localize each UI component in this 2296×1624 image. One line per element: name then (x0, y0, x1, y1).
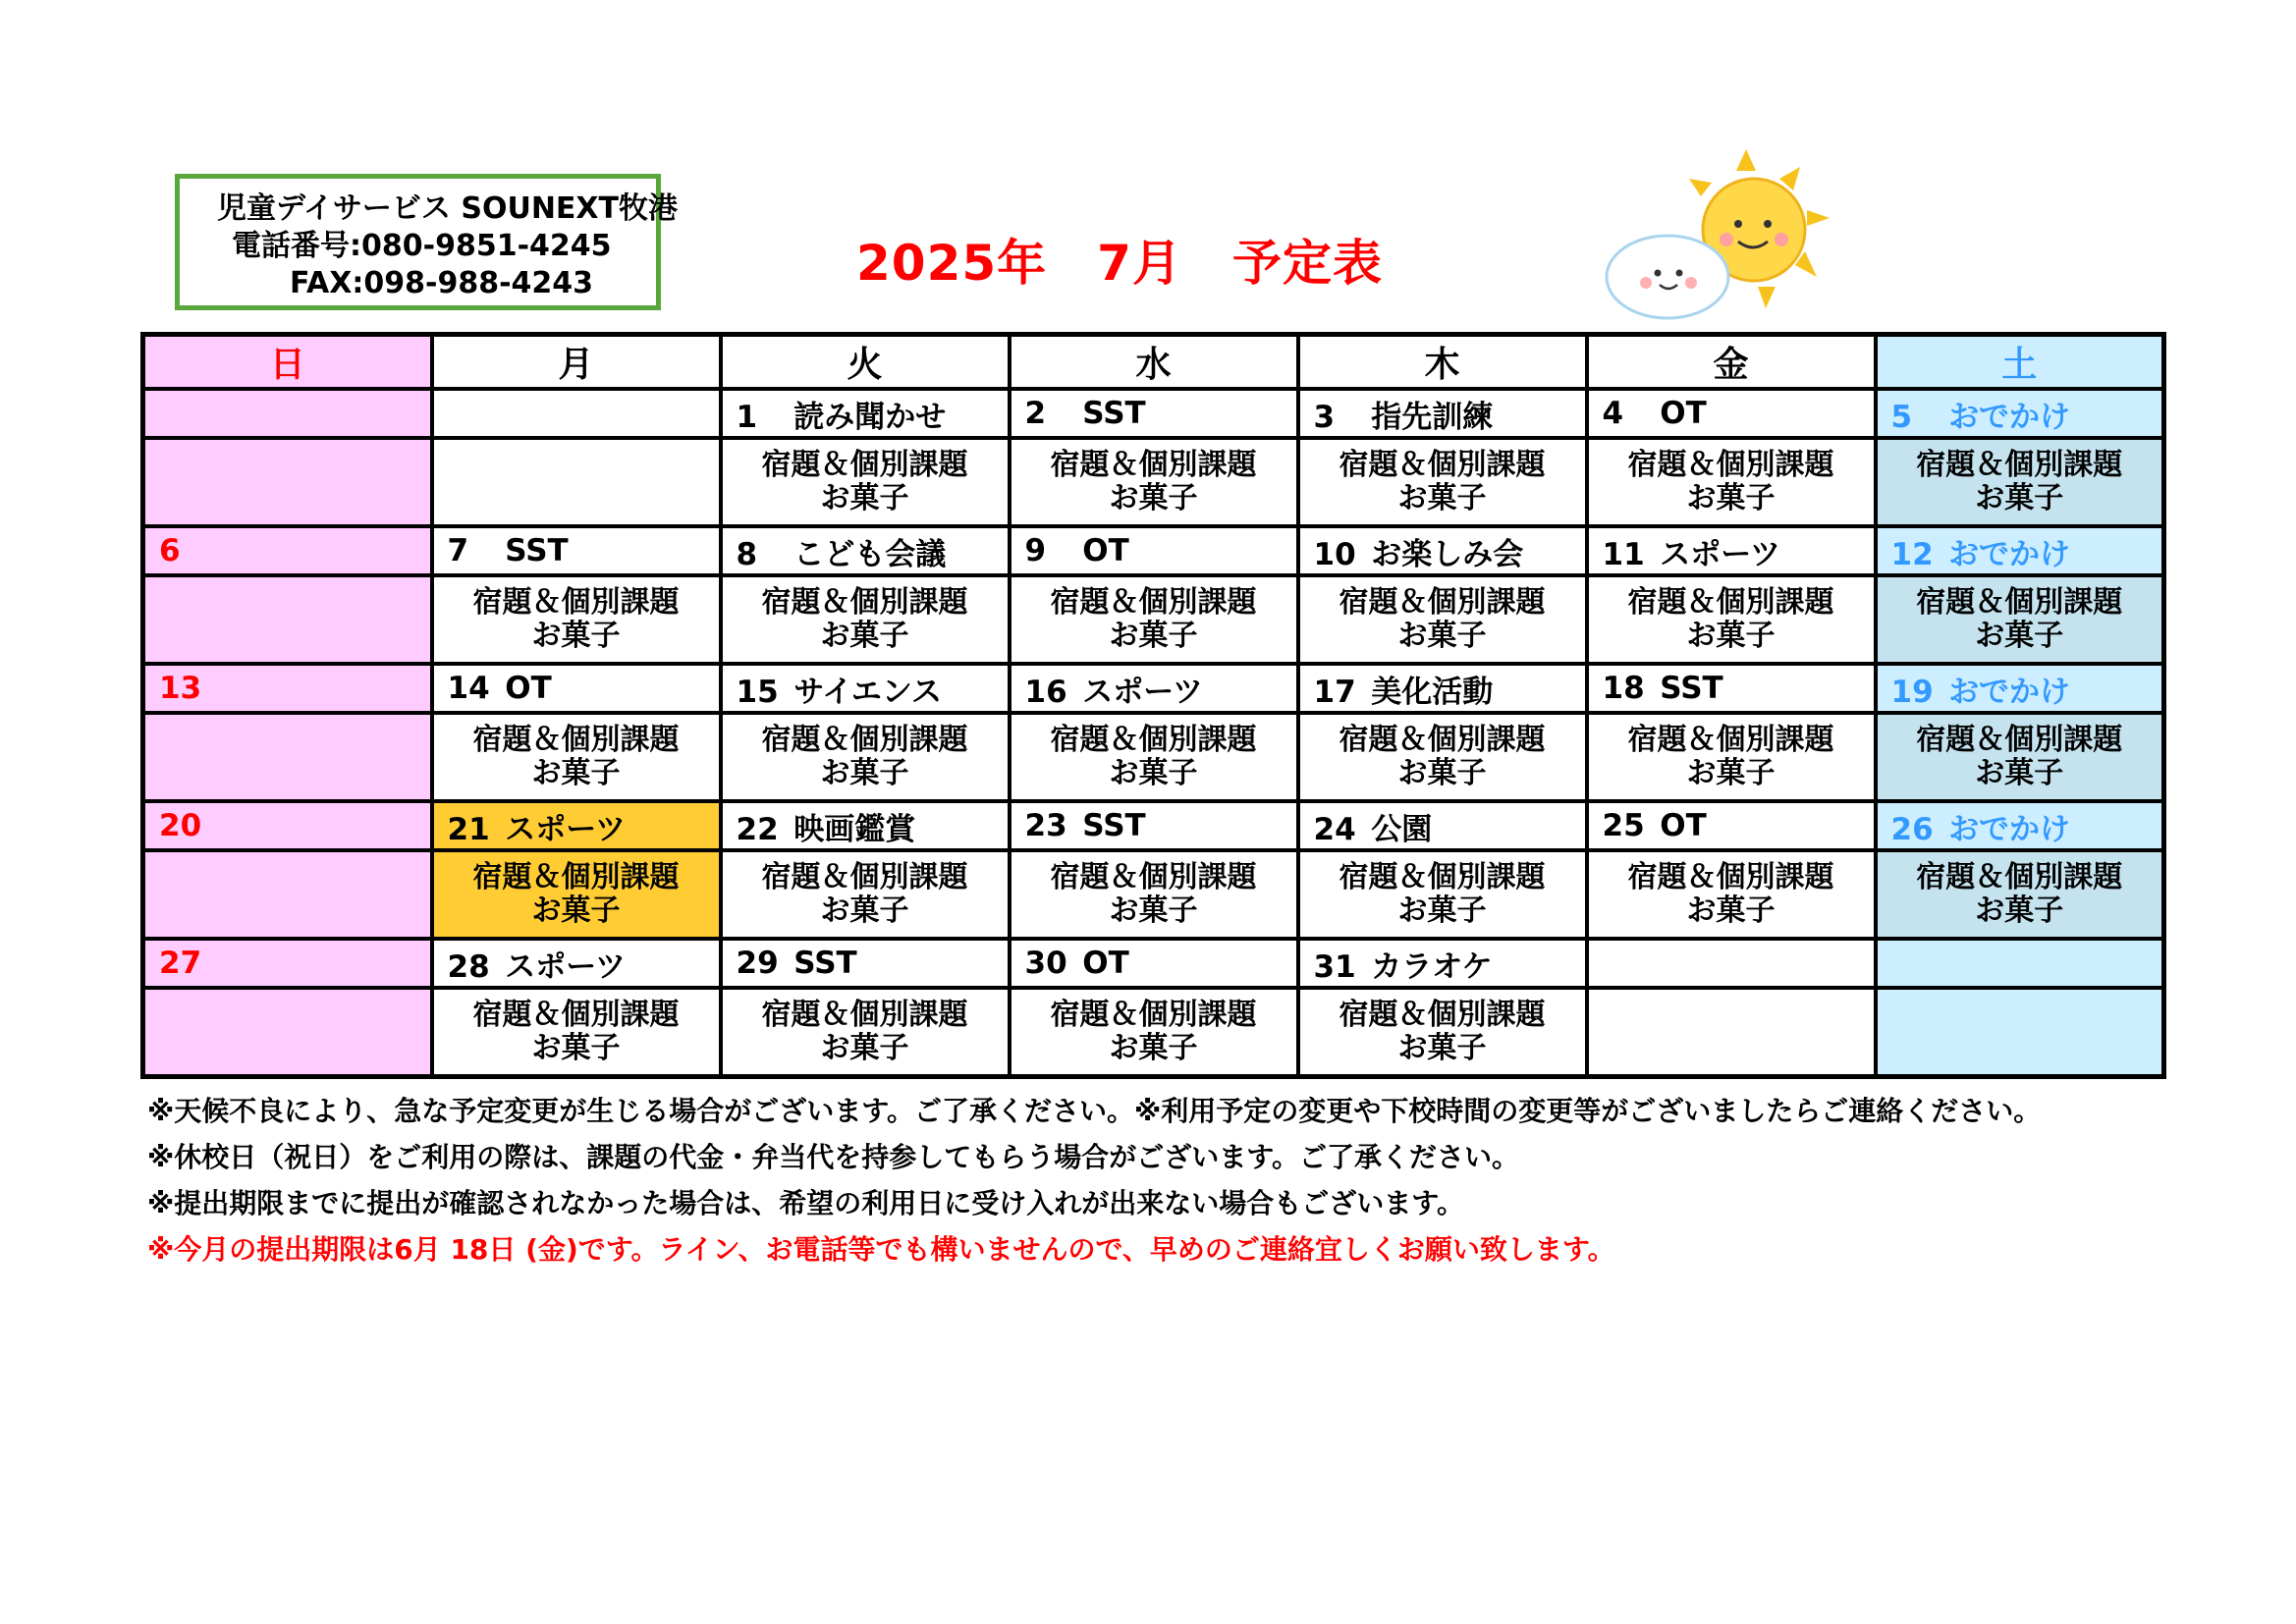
day-number: 13 (159, 671, 202, 706)
event-label: おでかけ (1948, 399, 2070, 435)
activity-cell-thursday (1298, 438, 1587, 526)
activity-snack: お菓子 (531, 619, 621, 653)
schedule-calendar (140, 332, 2166, 1079)
day-number: 18 (1602, 671, 1645, 706)
day-number: 27 (159, 946, 202, 981)
date-cell-sunday (143, 389, 432, 438)
weekday-thursday: 木 (1298, 335, 1587, 390)
activity-cell-monday (432, 438, 721, 526)
day-number: 26 (1890, 811, 1934, 847)
day-number: 31 (1313, 948, 1356, 985)
day-number: 29 (736, 946, 779, 981)
activity-cell-thursday (1298, 850, 1587, 939)
activity-cell-sunday (143, 713, 432, 801)
note-2: ※休校日（祝日）をご利用の際は、課題の代金・弁当代を持参してもらう場合がございます。ご了承ください。 (147, 1141, 1519, 1173)
activity-snack: お菓子 (531, 893, 621, 928)
activity-row (143, 575, 2164, 664)
date-cell-wednesday (1010, 664, 1298, 713)
activity-homework: 宿題＆個別課題 (1916, 585, 2123, 620)
activity-cell-sunday (143, 575, 432, 664)
day-number: 22 (736, 811, 779, 847)
activity-cell-thursday (1298, 713, 1587, 801)
activity-homework: 宿題＆個別課題 (1050, 585, 1257, 620)
date-cell-wednesday (1010, 939, 1298, 988)
activity-cell-monday (432, 575, 721, 664)
date-cell-friday (1587, 664, 1876, 713)
activity-snack: お菓子 (1686, 893, 1776, 928)
date-cell-thursday (1298, 526, 1587, 575)
event-label: SST (793, 946, 857, 981)
activity-cell-tuesday (721, 988, 1010, 1077)
event-label: カラオケ (1371, 948, 1493, 985)
day-number: 21 (447, 811, 490, 847)
activity-cell-sunday (143, 850, 432, 939)
activity-homework: 宿題＆個別課題 (1627, 860, 1834, 894)
day-number: 11 (1602, 536, 1645, 572)
date-cell-tuesday (721, 389, 1010, 438)
weekday-header-row (143, 335, 2164, 390)
activity-snack: お菓子 (1975, 619, 2064, 653)
activity-homework: 宿題＆個別課題 (1050, 998, 1257, 1032)
day-number: 30 (1024, 946, 1067, 981)
activity-cell-saturday (1876, 575, 2164, 664)
date-cell-thursday (1298, 389, 1587, 438)
activity-homework: 宿題＆個別課題 (761, 860, 968, 894)
activity-cell-saturday (1876, 713, 2164, 801)
facility-name: 児童デイサービス SOUNEXT牧港 (217, 191, 679, 226)
activity-homework: 宿題＆個別課題 (761, 723, 968, 757)
activity-snack: お菓子 (1975, 756, 2064, 790)
activity-homework: 宿題＆個別課題 (1916, 723, 2123, 757)
event-label: おでかけ (1948, 811, 2070, 847)
activity-cell-sunday (143, 988, 432, 1077)
day-number: 2 (1024, 396, 1047, 431)
sun-cloud-illustration (1599, 149, 1834, 331)
date-cell-wednesday (1010, 801, 1298, 850)
activity-cell-saturday (1876, 988, 2164, 1077)
activity-cell-monday (432, 988, 721, 1077)
date-cell-saturday (1876, 939, 2164, 988)
day-number: 12 (1890, 536, 1934, 572)
date-row (143, 526, 2164, 575)
day-number: 6 (159, 533, 181, 568)
activity-cell-friday (1587, 438, 1876, 526)
day-number: 28 (447, 948, 490, 985)
activity-row (143, 713, 2164, 801)
activity-snack: お菓子 (1109, 756, 1198, 790)
activity-snack: お菓子 (1975, 893, 2064, 928)
event-label: 指先訓練 (1371, 399, 1494, 435)
day-number: 10 (1313, 536, 1356, 572)
activity-homework: 宿題＆個別課題 (472, 860, 680, 894)
day-number: 16 (1024, 674, 1067, 710)
activity-homework: 宿題＆個別課題 (1627, 723, 1834, 757)
activity-snack: お菓子 (1397, 1031, 1487, 1065)
date-cell-tuesday (721, 801, 1010, 850)
activity-snack: お菓子 (1397, 756, 1487, 790)
day-number: 25 (1602, 808, 1645, 843)
activity-row (143, 438, 2164, 526)
date-cell-sunday (143, 939, 432, 988)
day-number: 15 (736, 674, 779, 710)
activity-homework: 宿題＆個別課題 (1339, 585, 1546, 620)
activity-snack: お菓子 (1686, 481, 1776, 515)
activity-snack: お菓子 (1397, 481, 1487, 515)
event-label: OT (1660, 396, 1707, 431)
day-number: 4 (1602, 396, 1624, 431)
activity-cell-friday (1587, 575, 1876, 664)
event-label: スポーツ (505, 948, 627, 985)
weekday-monday: 月 (432, 335, 721, 390)
activity-homework: 宿題＆個別課題 (472, 723, 680, 757)
activity-cell-monday (432, 850, 721, 939)
activity-cell-sunday (143, 438, 432, 526)
activity-homework: 宿題＆個別課題 (472, 998, 680, 1032)
activity-homework: 宿題＆個別課題 (1050, 860, 1257, 894)
activity-snack: お菓子 (820, 1031, 909, 1065)
phone-number: 電話番号:080-9851-4245 (232, 229, 612, 263)
activity-cell-thursday (1298, 988, 1587, 1077)
activity-homework: 宿題＆個別課題 (1916, 448, 2123, 482)
activity-row (143, 988, 2164, 1077)
activity-homework: 宿題＆個別課題 (1627, 448, 1834, 482)
weekday-tuesday: 火 (721, 335, 1010, 390)
event-label: 美化活動 (1371, 674, 1494, 710)
activity-homework: 宿題＆個別課題 (1339, 860, 1546, 894)
event-label: おでかけ (1948, 674, 2070, 710)
activity-homework: 宿題＆個別課題 (1916, 860, 2123, 894)
activity-snack: お菓子 (1109, 619, 1198, 653)
date-cell-tuesday (721, 526, 1010, 575)
activity-snack: お菓子 (1686, 756, 1776, 790)
weekday-saturday: 土 (1876, 335, 2164, 390)
event-label: SST (1082, 396, 1146, 431)
day-number: 1 (736, 399, 758, 435)
event-label: SST (1082, 808, 1146, 843)
event-label: スポーツ (505, 811, 627, 847)
activity-homework: 宿題＆個別課題 (1339, 998, 1546, 1032)
activity-snack: お菓子 (1109, 893, 1198, 928)
activity-cell-tuesday (721, 850, 1010, 939)
date-cell-tuesday (721, 664, 1010, 713)
date-cell-thursday (1298, 664, 1587, 713)
date-cell-monday (432, 664, 721, 713)
date-cell-saturday (1876, 389, 2164, 438)
activity-homework: 宿題＆個別課題 (1050, 448, 1257, 482)
date-row (143, 939, 2164, 988)
day-number: 3 (1313, 399, 1336, 435)
activity-snack: お菓子 (820, 893, 909, 928)
activity-cell-saturday (1876, 438, 2164, 526)
activity-snack: お菓子 (1397, 893, 1487, 928)
activity-snack: お菓子 (1397, 619, 1487, 653)
activity-homework: 宿題＆個別課題 (1339, 723, 1546, 757)
date-cell-wednesday (1010, 389, 1298, 438)
date-cell-saturday (1876, 664, 2164, 713)
date-row (143, 664, 2164, 713)
page-title: 2025年 7月 予定表 (856, 235, 1383, 292)
date-cell-saturday (1876, 801, 2164, 850)
activity-snack: お菓子 (1109, 1031, 1198, 1065)
date-cell-wednesday (1010, 526, 1298, 575)
date-cell-thursday (1298, 801, 1587, 850)
activity-snack: お菓子 (1975, 481, 2064, 515)
event-label: OT (505, 671, 552, 706)
day-number: 9 (1024, 533, 1047, 568)
activity-snack: お菓子 (820, 756, 909, 790)
day-number: 7 (447, 533, 469, 568)
day-number: 24 (1313, 811, 1356, 847)
day-number: 5 (1890, 399, 1913, 435)
date-cell-saturday (1876, 526, 2164, 575)
activity-cell-wednesday (1010, 438, 1298, 526)
activity-homework: 宿題＆個別課題 (1627, 585, 1834, 620)
date-cell-monday (432, 939, 721, 988)
note-deadline: ※今月の提出期限は6月 18日 (金)です。ライン、お電話等でも構いませんので、早めのご連絡宜しくお願い致します。 (147, 1233, 1615, 1266)
event-label: スポーツ (1082, 674, 1204, 710)
activity-cell-wednesday (1010, 713, 1298, 801)
date-cell-friday (1587, 801, 1876, 850)
event-label: スポーツ (1660, 536, 1781, 572)
contact-box (175, 174, 679, 310)
activity-row (143, 850, 2164, 939)
activity-snack: お菓子 (820, 619, 909, 653)
day-number: 19 (1890, 674, 1934, 710)
date-cell-sunday (143, 526, 432, 575)
date-cell-monday (432, 389, 721, 438)
activity-snack: お菓子 (1109, 481, 1198, 515)
activity-cell-tuesday (721, 438, 1010, 526)
fax-number: FAX:098-988-4243 (290, 266, 594, 300)
activity-cell-tuesday (721, 713, 1010, 801)
activity-cell-friday (1587, 988, 1876, 1077)
activity-homework: 宿題＆個別課題 (761, 998, 968, 1032)
weekday-friday: 金 (1587, 335, 1876, 390)
day-number: 20 (159, 808, 202, 843)
day-number: 14 (447, 671, 490, 706)
activity-cell-friday (1587, 713, 1876, 801)
activity-cell-wednesday (1010, 575, 1298, 664)
date-row (143, 801, 2164, 850)
activity-snack: お菓子 (531, 756, 621, 790)
activity-cell-wednesday (1010, 850, 1298, 939)
event-label: SST (1660, 671, 1723, 706)
weekday-sunday: 日 (143, 335, 432, 390)
date-cell-monday (432, 801, 721, 850)
event-label: サイエンス (793, 674, 942, 710)
activity-cell-tuesday (721, 575, 1010, 664)
notes (147, 1088, 2041, 1272)
date-cell-thursday (1298, 939, 1587, 988)
event-label: OT (1082, 533, 1129, 568)
date-cell-sunday (143, 664, 432, 713)
date-row (143, 389, 2164, 438)
sun-icon (1599, 149, 1834, 331)
date-cell-monday (432, 526, 721, 575)
activity-cell-wednesday (1010, 988, 1298, 1077)
note-3: ※提出期限までに提出が確認されなかった場合は、希望の利用日に受け入れが出来ない場合もございます。 (147, 1187, 1464, 1219)
activity-homework: 宿題＆個別課題 (1339, 448, 1546, 482)
date-cell-tuesday (721, 939, 1010, 988)
activity-snack: お菓子 (820, 481, 909, 515)
activity-homework: 宿題＆個別課題 (1050, 723, 1257, 757)
activity-cell-monday (432, 713, 721, 801)
date-cell-friday (1587, 526, 1876, 575)
day-number: 17 (1313, 674, 1356, 710)
event-label: OT (1082, 946, 1129, 981)
date-cell-friday (1587, 389, 1876, 438)
activity-cell-friday (1587, 850, 1876, 939)
activity-homework: 宿題＆個別課題 (472, 585, 680, 620)
weekday-wednesday: 水 (1010, 335, 1298, 390)
activity-cell-saturday (1876, 850, 2164, 939)
activity-snack: お菓子 (531, 1031, 621, 1065)
activity-snack: お菓子 (1686, 619, 1776, 653)
event-label: お楽しみ会 (1371, 536, 1524, 572)
day-number: 8 (736, 536, 758, 572)
event-label: SST (505, 533, 569, 568)
activity-cell-thursday (1298, 575, 1587, 664)
event-label: おでかけ (1948, 536, 2070, 572)
event-label: OT (1660, 808, 1707, 843)
date-cell-friday (1587, 939, 1876, 988)
event-label: こども会議 (793, 536, 947, 572)
day-number: 23 (1024, 808, 1067, 843)
event-label: 映画鑑賞 (793, 811, 916, 847)
activity-homework: 宿題＆個別課題 (761, 448, 968, 482)
note-1: ※天候不良により、急な予定変更が生じる場合がございます。ご了承ください。※利用予定の変更や下校時間の変更等がございましたらご連絡ください。 (147, 1095, 2042, 1127)
event-label: 公園 (1371, 811, 1433, 847)
event-label: 読み聞かせ (793, 399, 947, 435)
activity-homework: 宿題＆個別課題 (761, 585, 968, 620)
date-cell-sunday (143, 801, 432, 850)
